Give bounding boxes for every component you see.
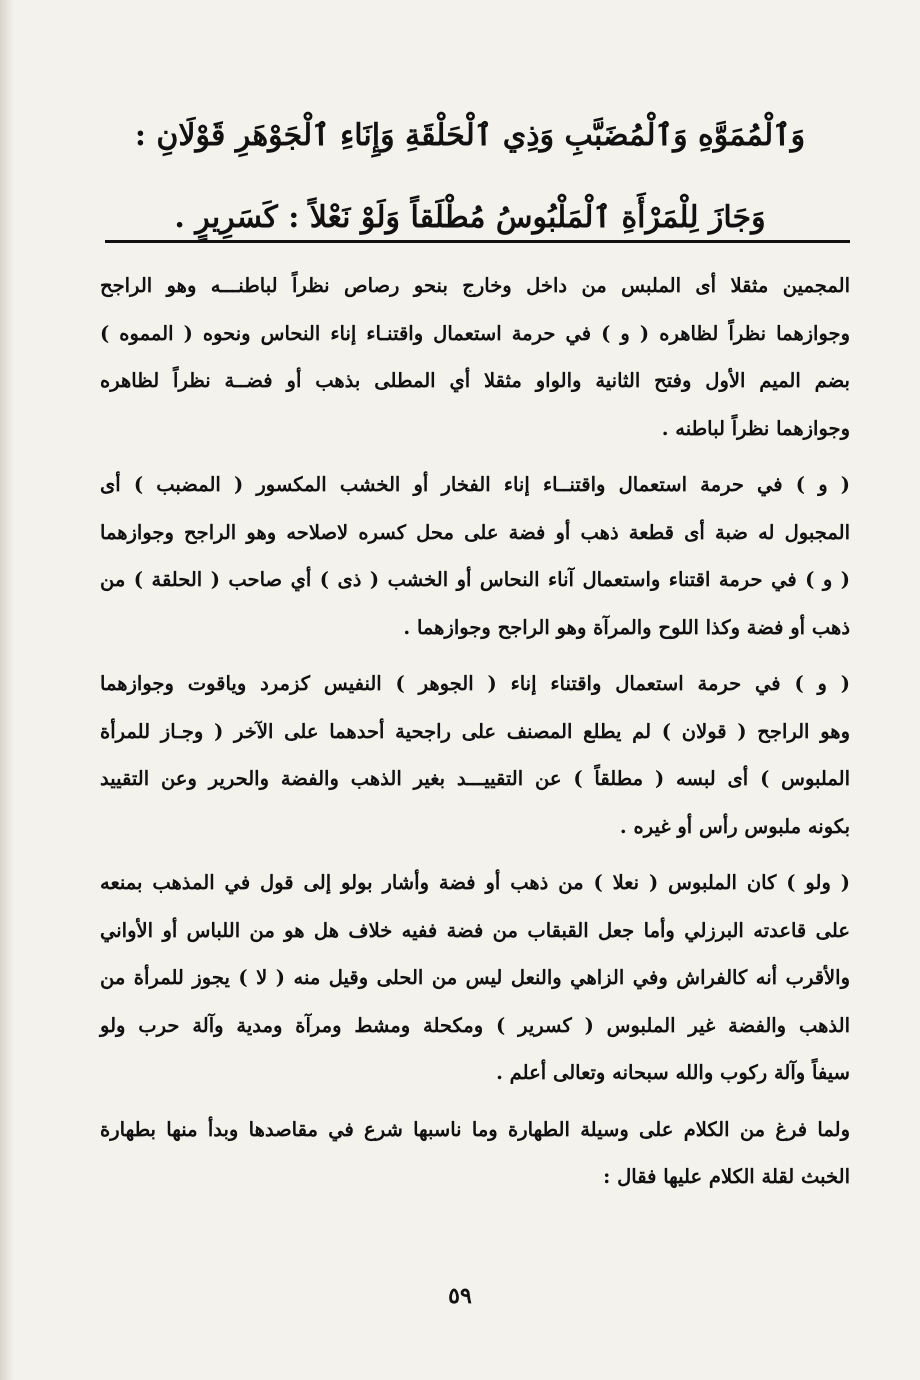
matn-line-1: وَٱلْمُمَوَّهِ وَٱلْمُضَبَّبِ وَذِي ٱلْحَلْقَةِ وَإِنَاءِ ٱلْجَوْهَرِ قَوْلَانِ :	[134, 118, 806, 153]
paragraph-3	[100, 660, 850, 850]
paragraph-line: ( ولو ) كان الملبوس ( نعلا ) من ذهب أو فضة وأشار بولو إلى قول في المذهب بمنعه	[100, 871, 850, 894]
paragraph-line: ( و ) في حرمة استعمال واقتنــاء إناء الفخار أو الخشب المكسور ( المضبب ) أى	[100, 473, 850, 496]
paragraph-line: ( و ) في حرمة اقتناء واستعمال آناء النحاس أو الخشب ( ذى ) أي صاحب ( الحلقة ) من	[100, 568, 850, 591]
paragraph-line: الذهب والفضة غير الملبوس ( كسرير ) ومكحلة ومشط ومرآة ومدية وآلة حرب ولو	[100, 1013, 850, 1037]
paragraph-1	[100, 262, 850, 452]
paragraph-line: ذهب أو فضة وكذا اللوح والمرآة وهو الراجح وجوازهما .	[403, 615, 850, 639]
paragraph-line: ( و ) في حرمة استعمال واقتناء إناء ( الجوهر ) النفيس كزمرد وياقوت وجوازهما	[100, 672, 850, 695]
paragraph-line: الخبث لقلة الكلام عليها فقال :	[603, 1165, 850, 1188]
paragraph-line: وهو الراجح ( قولان ) لم يطلع المصنف على راجحية أحدهما على الآخر ( وجـاز للمرأة	[100, 719, 850, 743]
paragraph-line: بكونه ملبوس رأس أو غيره .	[619, 814, 850, 838]
paragraph-line: على قاعدته البرزلي وأما جعل القبقاب من فضة ففيه خلاف هل هو من اللباس أو الأواني	[100, 918, 850, 942]
paragraph-line: المجمين مثقلا أى الملبس من داخل وخارج بنحو رصاص نظراً لباطنـــه وهو الراجح	[100, 274, 850, 297]
page-edge-shadow	[0, 0, 14, 1380]
matn-line-2: وَجَازَ لِلْمَرْأَةِ ٱلْمَلْبُوسُ مُطْلَقاً وَلَوْ نَعْلاً : كَسَرِيرٍ .	[174, 200, 766, 235]
paragraph-line: سيفاً وآلة ركوب والله سبحانه وتعالى أعلم .	[496, 1061, 850, 1084]
paragraph-line: المجبول له ضبة أى قطعة ذهب أو فضة على محل كسره لاصلاحه وهو الراجح وجوازهما	[100, 520, 850, 544]
separator-rule	[105, 240, 850, 243]
paragraph-2	[100, 461, 850, 651]
paragraph-5	[100, 1106, 850, 1201]
paragraph-line: الملبوس ) أى لبسه ( مطلقاً ) عن التقييـــد بغير الذهب والفضة والحرير وعن التقييد	[100, 767, 850, 790]
matn-verse	[120, 95, 820, 259]
paragraph-line: وجوازهما نظراً لباطنه .	[661, 416, 850, 440]
paragraph-line: بضم الميم الأول وفتح الثانية والواو مثقلا أي المطلى بذهب أو فضــة نظراً لظاهره	[100, 369, 850, 392]
paragraph-4	[100, 859, 850, 1097]
paragraph-line: والأقرب أنه كالفراش وفي الزاهي والنعل ليس من الحلى وقيل منه ( لا ) يجوز للمرأة من	[100, 966, 850, 989]
paragraph-line: ولما فرغ من الكلام على وسيلة الطهارة وما ناسبها شرع في مقاصدها وبدأ منها بطهارة	[100, 1117, 850, 1141]
paragraph-line: وجوازهما نظراً لظاهره ( و ) في حرمة استعمال واقتنـاء إناء النحاس ونحوه ( المموه )	[100, 321, 850, 345]
commentary-body	[100, 262, 850, 1201]
page-number: ٥٩	[448, 1283, 472, 1309]
